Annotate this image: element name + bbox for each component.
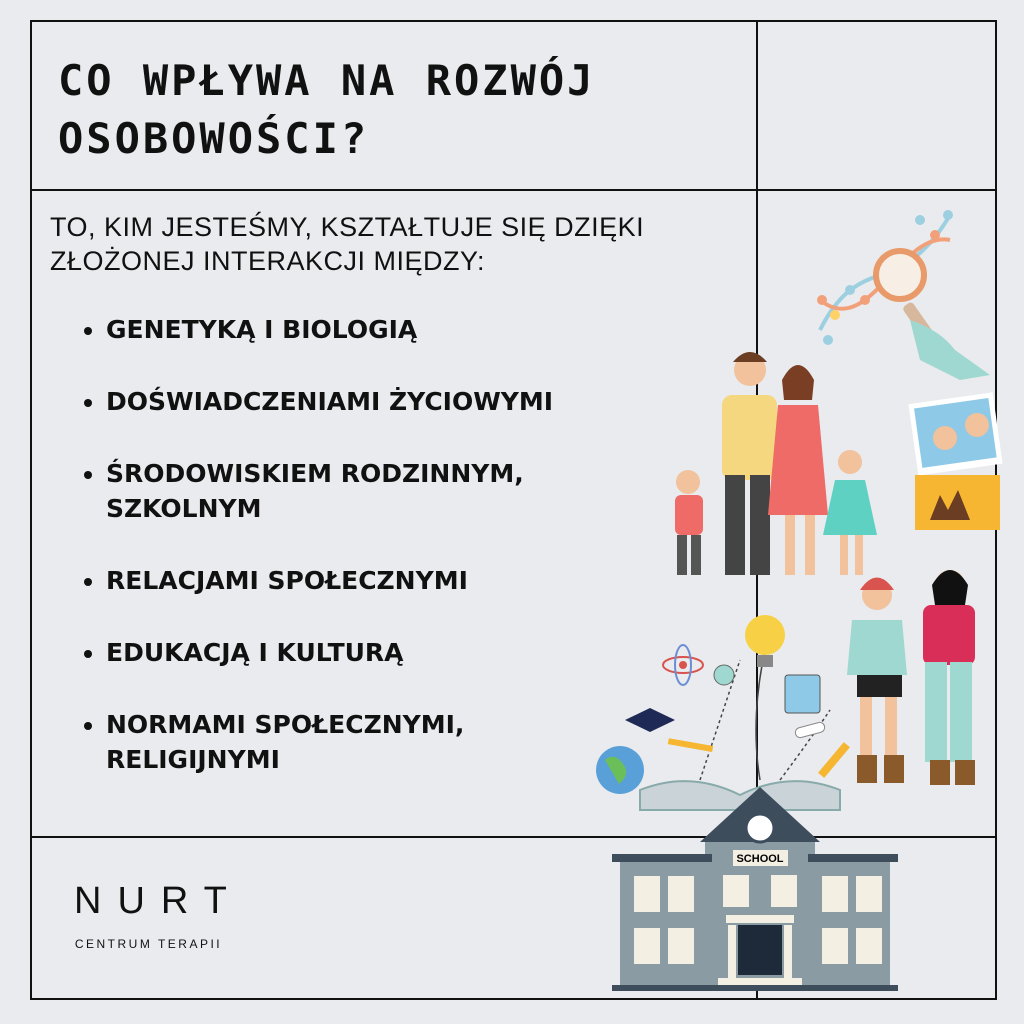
family-icon <box>675 352 877 575</box>
dna-magnifier-icon <box>817 210 990 380</box>
list-item: • RELACJAMI SPOŁECZNYMI <box>106 563 726 598</box>
list-item: • ŚRODOWISKIEM RODZINNYM, SZKOLNYM <box>106 456 666 526</box>
list-item: • GENETYKĄ I BIOLOGIĄ <box>106 312 726 347</box>
list-item: • EDUKACJĄ I KULTURĄ <box>106 635 726 670</box>
logo-subtitle: CENTRUM TERAPII <box>74 937 223 951</box>
photos-icon <box>908 392 1002 530</box>
list-item: • DOŚWIADCZENIAMI ŻYCIOWYMI <box>106 384 726 419</box>
intro-text: TO, KIM JESTEŚMY, KSZTAŁTUJE SIĘ DZIĘKI ZŁOŻONEJ INTERAKCJI MIĘDZY: <box>50 212 645 276</box>
school-sign: SCHOOL <box>736 853 784 865</box>
school-building-icon <box>612 787 898 991</box>
teenagers-icon <box>847 570 975 785</box>
logo-name: NURT <box>74 880 243 922</box>
list-item: • NORMAMI SPOŁECZNYMI, RELIGIJNYMI <box>106 707 626 777</box>
page-title: CO WPŁYWA NA ROZWÓJ OSOBOWOŚCI? <box>58 56 596 163</box>
education-book-icon <box>596 615 850 810</box>
